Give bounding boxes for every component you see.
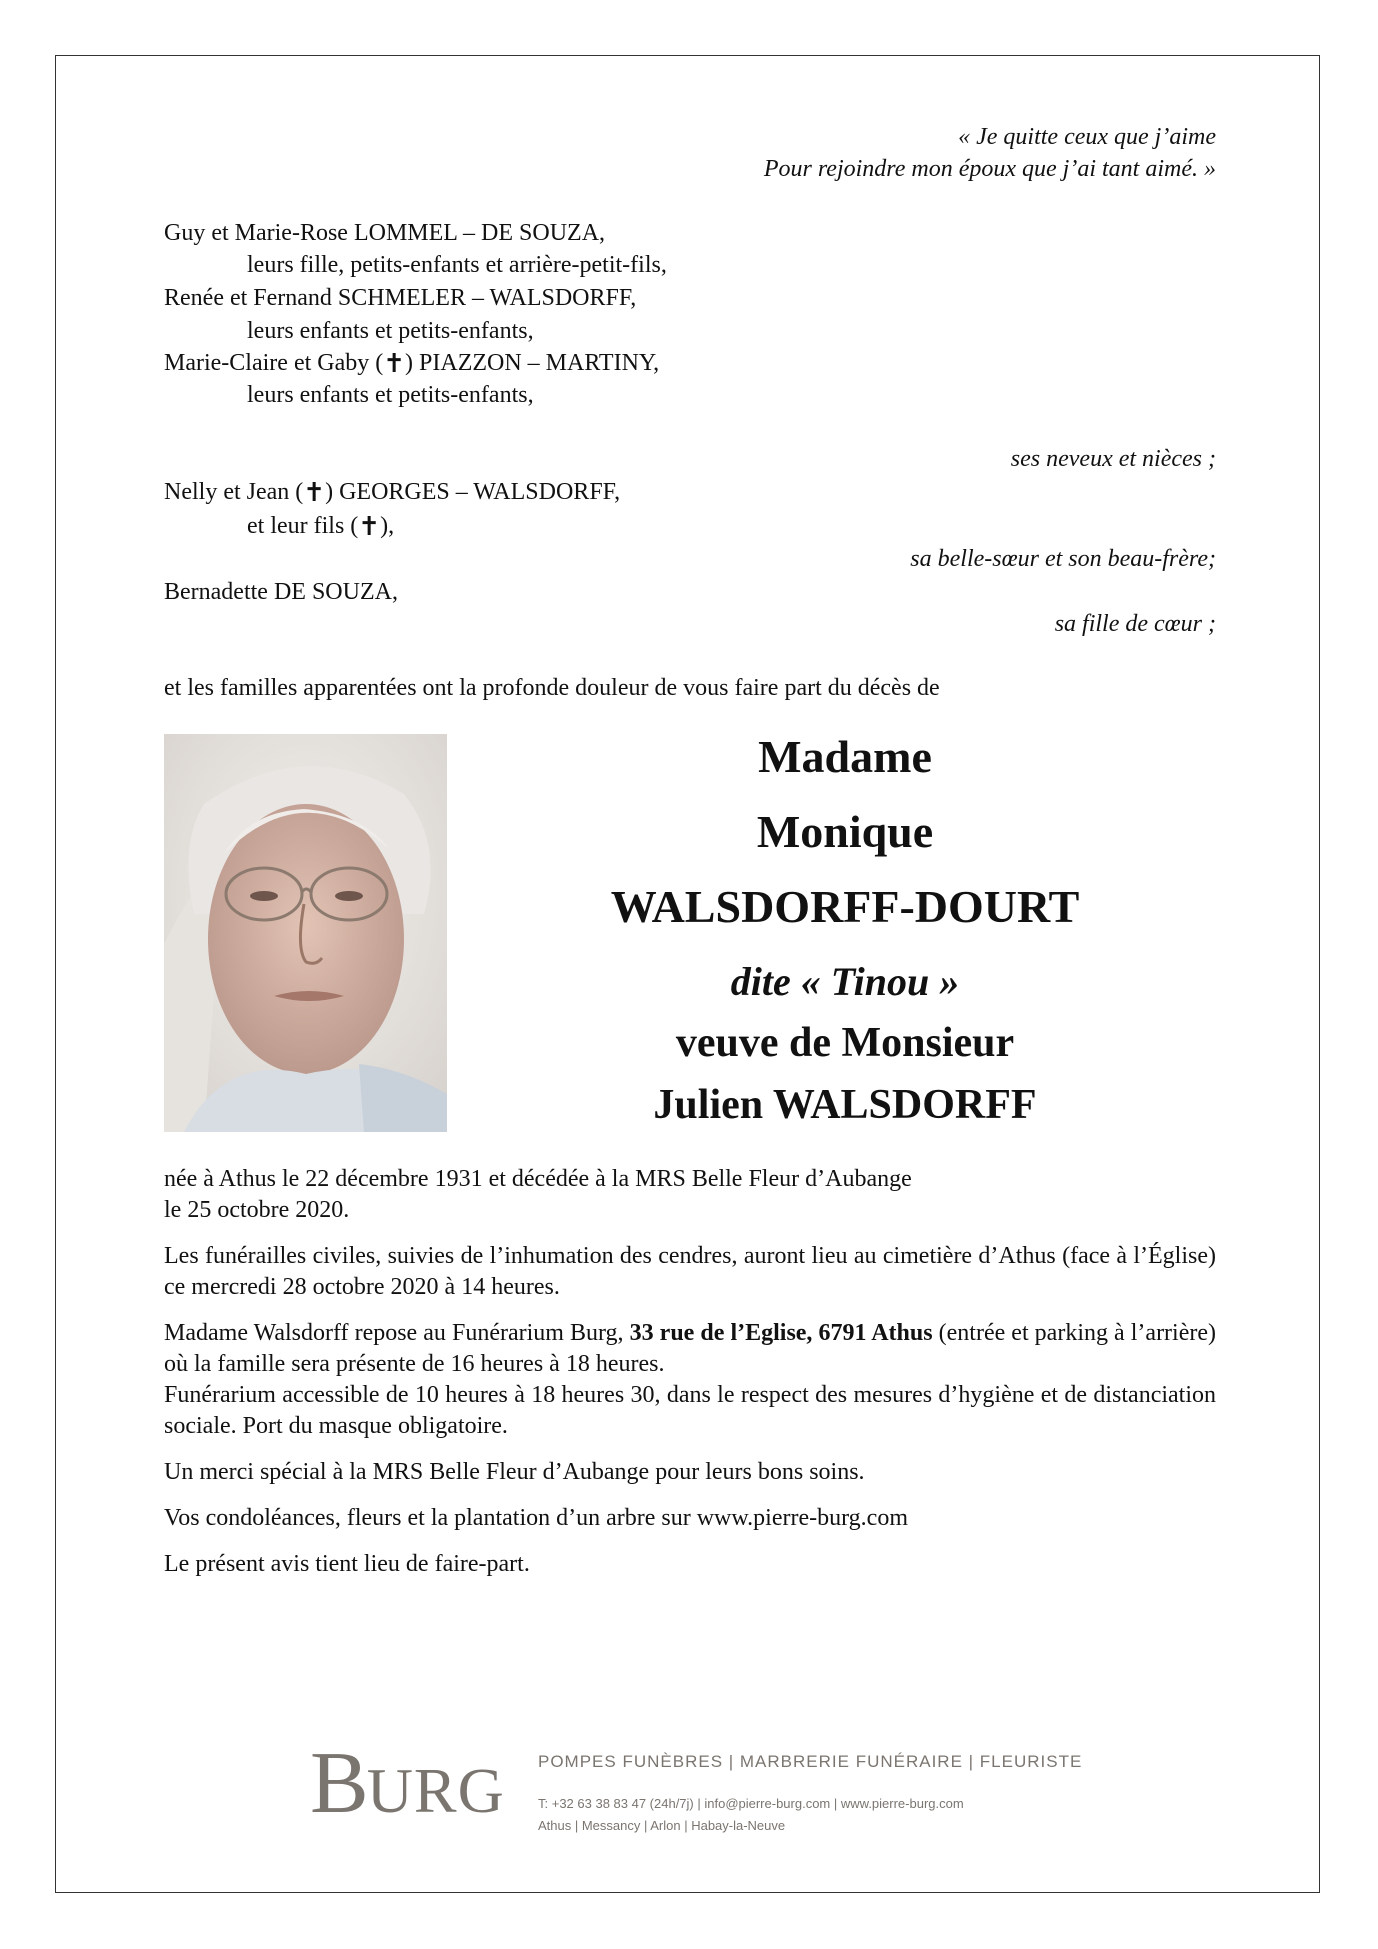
portrait-photo — [164, 734, 447, 1132]
visiting-hours-paragraph: Funérarium accessible de 10 heures à 18 heures 30, dans le respect des mesures d’hygiène et de distanciation sociale. Port du masque obligatoire. — [164, 1382, 1216, 1439]
footer-locations: Athus | Messancy | Arlon | Habay-la-Neuve — [538, 1818, 786, 1833]
title-first-name: Monique — [756, 806, 934, 857]
family-line-piazzon: Marie-Claire et Gaby (✝) PIAZZON – MARTINY, — [164, 349, 660, 378]
portrait-image — [164, 734, 447, 1132]
family-line-piazzon-sub: leurs enfants et petits-enfants, — [247, 382, 534, 408]
cross-icon: ✝ — [358, 512, 381, 541]
family-line-georges: Nelly et Jean (✝) GEORGES – WALSDORFF, — [164, 478, 621, 507]
family-relation-in-laws: sa belle-sœur et son beau-frère; — [910, 546, 1216, 572]
quote-line-1: « Je quitte ceux que j’aime — [958, 124, 1216, 150]
funeral-paragraph: Les funérailles civiles, suivies de l’inhumation des cendres, auront lieu au cimetière d’Athus (face à l’Église) ce mercredi 28 octobre 2020 à 14 heures. — [164, 1243, 1216, 1300]
footer-contact: T: +32 63 38 83 47 (24h/7j) | info@pierre-burg.com | www.pierre-burg.com — [538, 1796, 964, 1811]
condolences-paragraph: Vos condoléances, fleurs et la plantation d’un arbre sur www.pierre-burg.com — [164, 1505, 908, 1531]
family-line-georges-sub: et leur fils (✝), — [247, 512, 395, 541]
title-madame: Madame — [758, 731, 932, 782]
title-husband-name: Julien WALSDORFF — [653, 1082, 1037, 1128]
title-nickname: dite « Tinou » — [730, 959, 960, 1004]
thanks-paragraph: Un merci spécial à la MRS Belle Fleur d’Aubange pour leurs bons soins. — [164, 1459, 865, 1485]
notice-paragraph: Le présent avis tient lieu de faire-part. — [164, 1551, 530, 1577]
family-line-schmeler: Renée et Fernand SCHMELER – WALSDORFF, — [164, 285, 637, 311]
title-widow-of: veuve de Monsieur — [675, 1020, 1015, 1066]
funerarium-paragraph: Madame Walsdorff repose au Funérarium Burg, 33 rue de l’Eglise, 6791 Athus (entrée et parking à l’arrière) où la famille sera présente de 16 heures à 18 heures. — [164, 1320, 1217, 1377]
cross-icon: ✝ — [383, 349, 406, 378]
family-line-lommel: Guy et Marie-Rose LOMMEL – DE SOUZA, — [164, 220, 606, 246]
footer-services: POMPES FUNÈBRES | MARBRERIE FUNÉRAIRE | FLEURISTE — [538, 1752, 1083, 1771]
announcement-intro: et les familles apparentées ont la profonde douleur de vous faire part du décès de — [164, 675, 940, 701]
family-relation-nephews: ses neveux et nièces ; — [1010, 446, 1216, 472]
title-surname: WALSDORFF-DOURT — [610, 881, 1080, 932]
birth-death-paragraph: née à Athus le 22 décembre 1931 et décédée à la MRS Belle Fleur d’Aubange le 25 octobre 2020. — [164, 1166, 912, 1223]
burg-logo: BURG — [310, 1735, 505, 1832]
family-line-desouza: Bernadette DE SOUZA, — [164, 579, 398, 605]
funerarium-address: 33 rue de l’Eglise, 6791 Athus — [629, 1320, 933, 1346]
quote-line-2: Pour rejoindre mon époux que j’ai tant aimé. » — [763, 156, 1216, 182]
family-line-schmeler-sub: leurs enfants et petits-enfants, — [247, 318, 534, 344]
family-relation-heart-daughter: sa fille de cœur ; — [1054, 611, 1216, 637]
cross-icon: ✝ — [303, 478, 326, 507]
family-line-lommel-sub: leurs fille, petits-enfants et arrière-petit-fils, — [247, 252, 667, 278]
